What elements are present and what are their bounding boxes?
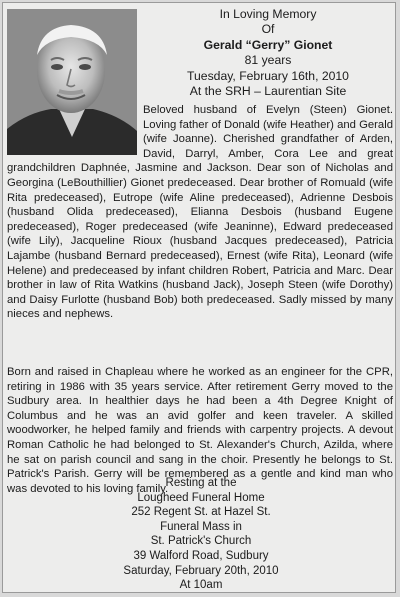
service-time: At 10am bbox=[179, 579, 223, 592]
funeral-home-address: 252 Regent St. at Hazel St. bbox=[131, 506, 271, 519]
place-of-death: At the SRH – Laurentian Site bbox=[189, 84, 347, 99]
memorial-header bbox=[143, 7, 393, 99]
funeral-home-name: Lougheed Funeral Home bbox=[137, 491, 265, 504]
deceased-name: Gerald “Gerry” Gionet bbox=[203, 37, 333, 52]
header-of: Of bbox=[261, 22, 275, 37]
life-paragraph: Born and raised in Chapleau where he worked as an engineer for the CPR, retiring in 1986 with 35 years service. After retirement Gerry moved to the Sudbury area. In healthier days he had been a 4th Degree Knight of Columbus and he was an avid golfer and keen traveler. A skilled woodworker, he helped family and friends with carpentry projects. A devout Roman Catholic he had belonged to St. Alexander's Church, Azilda, where he sat on parish council and sang in the choir. Presently he belongs to St. Patrick's Parish. Gerry will be remembered as a gentle and kind man who was devoted to his loving family. bbox=[7, 366, 393, 495]
family-paragraph: Beloved husband of Evelyn (Steen) Gionet. Loving father of Donald (wife Heather) and Gerald (wife Joanne). Cherished grandfather of Arden, David, Darryl, Amber, Cora Lee and great grandchildren Daphnée, Jasmine and Jackson. Dear son of Nicholas and Georgina (LeBouthillier) Gionet predeceased. Dear brother of Romuald (wife Rita predeceased), Eutrope (wife Aline predeceased), Adrienne Desbois (husband Olida predeceased), Elianna Desbois (husband Eugene predeceased), Roger predeceased (wife Jeaninne), Edward predeceased (wife Lily), Jacqueline Rioux (husband Jacques predeceased), Patricia Lajambe (husband Bernard predeceased), Ernest (wife Rita), Leonard (wife Helene) and predeceased by infant children Robert, Patricia and Marc. Dear brother in law of Rita Watkins (husband Jack), Joseph Steen (wife Dorothy) and Daisy Furlotte (husband Bob) both predeceased. Sadly missed by many nieces and nephews. bbox=[7, 104, 393, 321]
deceased-age: 81 years bbox=[244, 53, 292, 68]
obituary-clipping bbox=[2, 2, 396, 593]
church-name: St. Patrick's Church bbox=[150, 535, 252, 548]
service-details bbox=[101, 476, 301, 593]
header-in-loving-memory: In Loving Memory bbox=[219, 7, 317, 21]
date-of-death: Tuesday, February 16th, 2010 bbox=[187, 68, 349, 83]
resting-label: Resting at the bbox=[165, 477, 237, 489]
service-date: Saturday, February 20th, 2010 bbox=[123, 564, 279, 577]
church-address: 39 Walford Road, Sudbury bbox=[133, 549, 269, 562]
funeral-mass-label: Funeral Mass in bbox=[160, 520, 242, 533]
